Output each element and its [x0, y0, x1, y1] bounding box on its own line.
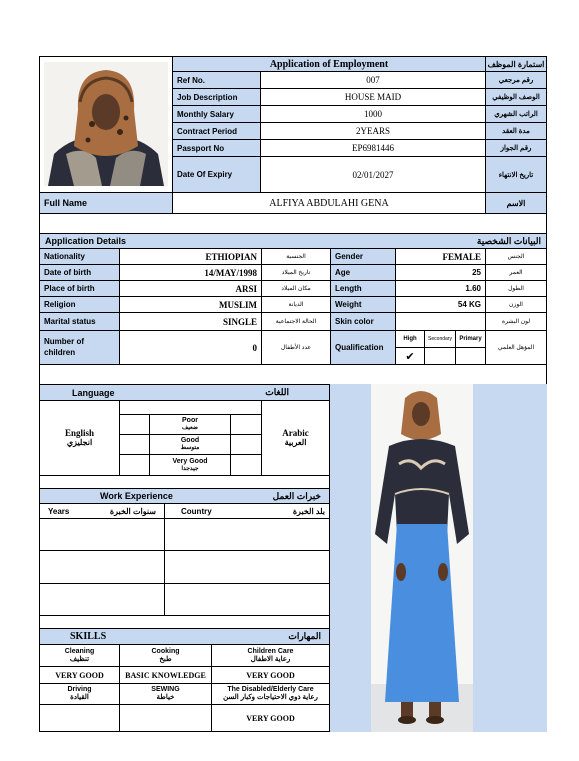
age-label-text: Age — [335, 268, 351, 277]
salary-label — [172, 105, 261, 123]
arabic-cell — [261, 400, 330, 476]
skin-value — [395, 312, 486, 331]
age-label — [330, 264, 396, 281]
salary-label-ar-text: الراتب الشهري — [494, 111, 538, 118]
qualification-label-text: Qualification — [335, 343, 384, 352]
english-good-check — [119, 434, 150, 455]
language-header-en: Language — [72, 387, 115, 398]
skin-label-ar — [485, 312, 547, 331]
weight-label-ar — [485, 296, 547, 313]
arabic-verygood-check — [230, 454, 262, 476]
religion-value — [119, 296, 262, 313]
spacer-row-1 — [39, 213, 547, 234]
children-label-ar — [261, 330, 331, 365]
nationality-label — [39, 248, 120, 265]
work-row-1-country — [164, 518, 330, 551]
expiry-value — [260, 156, 486, 193]
dob-label-ar-text: تاريخ الميلاد — [281, 270, 311, 276]
skill-cleaning-value-text: VERY GOOD — [55, 670, 104, 680]
gender-label — [330, 248, 396, 265]
gender-value-text: FEMALE — [442, 251, 481, 262]
qual-primary-cell — [455, 347, 486, 365]
qual-primary-header — [455, 330, 486, 348]
arabic-good-check — [230, 434, 262, 455]
religion-label — [39, 296, 120, 313]
qualification-label-ar — [485, 330, 547, 365]
skill-cleaning-value — [39, 666, 120, 684]
expiry-label-ar-text: تاريخ الانتهاء — [498, 171, 534, 179]
skills-header-en: SKILLS — [70, 631, 107, 642]
arabic-label: Arabic — [282, 427, 309, 438]
skill-elderly-care-en: The Disabled/Elderly Care — [227, 686, 314, 694]
english-poor-check — [119, 414, 150, 435]
ref-label-text: Ref No. — [177, 75, 205, 85]
expiry-label-ar — [485, 156, 547, 193]
dob-value — [119, 264, 262, 281]
age-label-ar — [485, 264, 547, 281]
qual-high-cell — [395, 347, 425, 365]
length-label-ar — [485, 280, 547, 297]
language-header — [39, 384, 330, 401]
check-icon: ✔ — [405, 350, 415, 363]
portrait-photo — [44, 62, 168, 186]
marital-label-ar-text: الحالة الاجتماعية — [275, 319, 317, 325]
form-title-ar-text: استمارة الموظف — [487, 59, 545, 69]
form-title — [172, 56, 486, 72]
passport-label-text: Passport No — [177, 143, 225, 153]
nationality-value-text: ETHIOPIAN — [205, 251, 257, 262]
weight-value — [395, 296, 486, 313]
level-very-good-ar: جيدجدا — [181, 465, 199, 472]
work-row-2-country — [164, 550, 330, 584]
job-value-text: HOUSE MAID — [344, 92, 402, 102]
qual-secondary-cell — [424, 347, 456, 365]
job-label-ar-text: الوصف الوظيفي — [492, 94, 540, 101]
pob-value-text: ARSI — [235, 283, 257, 294]
skill-children-care-value — [211, 666, 330, 684]
language-top-blank — [119, 400, 262, 415]
details-header-en: Application Details — [45, 236, 127, 246]
full-name-label — [39, 192, 173, 214]
marital-label-ar — [261, 312, 331, 331]
contract-value — [260, 122, 486, 140]
children-value-text: 0 — [252, 342, 257, 353]
marital-value-text: SINGLE — [222, 316, 257, 327]
skin-label — [330, 312, 396, 331]
job-label-text: Job Description — [177, 92, 238, 102]
level-poor-en: Poor — [182, 417, 198, 425]
country-header-en: Country — [181, 506, 212, 516]
level-very-good — [149, 454, 231, 476]
form-title-en: Application of Employment — [269, 58, 389, 70]
gender-value — [395, 248, 486, 265]
skill-children-care-value-text: VERY GOOD — [246, 670, 295, 680]
years-header — [39, 503, 165, 519]
contract-label-ar-text: مدة العقد — [502, 128, 530, 135]
language-bottom-blank — [39, 475, 330, 489]
length-label — [330, 280, 396, 297]
contract-label-ar — [485, 122, 547, 140]
level-very-good-en: Very Good — [172, 457, 208, 465]
work-bottom-blank — [39, 615, 330, 629]
skill-children-care-en: Children Care — [247, 647, 294, 655]
religion-value-text: MUSLIM — [219, 299, 257, 310]
salary-label-text: Monthly Salary — [177, 109, 234, 119]
age-value-text: 25 — [472, 268, 481, 277]
ref-label — [172, 71, 261, 89]
ref-label-ar-text: رقم مرجعي — [498, 77, 534, 84]
passport-label-ar-text: رقم الجواز — [500, 145, 532, 152]
nationality-label-ar — [261, 248, 331, 265]
passport-value — [260, 139, 486, 157]
dob-label-text: Date of birth — [44, 268, 92, 277]
qual-secondary-text: Secondary — [428, 336, 452, 342]
full-name-value-text: ALFIYA ABDULAHI GENA — [269, 197, 389, 209]
weight-label-ar-text: الوزن — [509, 302, 523, 308]
english-cell — [39, 400, 120, 476]
work-row-2-years — [39, 550, 165, 584]
skill-cleaning — [39, 644, 120, 667]
skill-driving — [39, 683, 120, 705]
country-header-ar: بلد الخبرة — [292, 506, 325, 516]
pob-label-ar-text: مكان الميلاد — [281, 286, 311, 292]
length-label-ar-text: الطول — [508, 286, 524, 292]
weight-label — [330, 296, 396, 313]
skill-elderly-care-value-text: VERY GOOD — [246, 713, 295, 723]
salary-value — [260, 105, 486, 123]
qualification-label — [330, 330, 396, 365]
passport-label — [172, 139, 261, 157]
skill-sewing-value — [119, 704, 212, 732]
skill-elderly-care — [211, 683, 330, 705]
contract-label — [172, 122, 261, 140]
details-header — [39, 233, 547, 249]
expiry-label — [172, 156, 261, 193]
passport-label-ar — [485, 139, 547, 157]
work-header-en: Work Experience — [100, 491, 173, 501]
skin-label-text: Skin color — [335, 317, 374, 326]
ref-label-ar — [485, 71, 547, 89]
work-header — [39, 488, 330, 504]
full-name-label-text: Full Name — [44, 198, 88, 208]
skill-cleaning-en: Cleaning — [64, 647, 95, 655]
job-label-ar — [485, 88, 547, 106]
years-header-ar: سنوات الخبرة — [109, 506, 156, 516]
age-label-ar-text: العمر — [509, 270, 523, 276]
qualification-label-ar-text: المؤهل العلمي — [497, 345, 535, 351]
level-good-ar: متوسط — [180, 445, 200, 452]
job-label — [172, 88, 261, 106]
contract-value-text: 2YEARS — [355, 126, 390, 136]
age-value — [395, 264, 486, 281]
pob-value — [119, 280, 262, 297]
english-label-ar: انجليزي — [66, 437, 93, 447]
level-poor — [149, 414, 231, 435]
expiry-label-text: Date Of Expiry — [177, 170, 233, 179]
gender-label-text: Gender — [335, 252, 364, 261]
full-name-label-ar — [485, 192, 547, 214]
dob-label-ar — [261, 264, 331, 281]
level-good-en: Good — [180, 437, 200, 445]
dob-label — [39, 264, 120, 281]
salary-label-ar — [485, 105, 547, 123]
qual-primary-text: Primary — [459, 336, 482, 342]
religion-label-ar — [261, 296, 331, 313]
spacer-row-2 — [39, 364, 547, 385]
english-label: English — [64, 427, 95, 438]
skill-cooking — [119, 644, 212, 667]
nationality-value — [119, 248, 262, 265]
full-name-label-ar-text: الاسم — [506, 198, 526, 208]
children-label-ar-text: عدد الأطفال — [280, 345, 312, 351]
children-label-text: Number of children — [44, 337, 84, 357]
full-name-value — [172, 192, 486, 214]
level-poor-ar: ضعيف — [181, 425, 198, 432]
skill-cooking-value — [119, 666, 212, 684]
full-body-photo — [371, 384, 473, 732]
qual-secondary-header — [424, 330, 456, 348]
length-value — [395, 280, 486, 297]
skin-label-ar-text: لون البشرة — [501, 319, 531, 325]
skill-cleaning-ar: تنظيف — [69, 655, 90, 663]
country-header — [164, 503, 330, 519]
arabic-poor-check — [230, 414, 262, 435]
skill-sewing — [119, 683, 212, 705]
marital-label-text: Marital status — [44, 317, 96, 326]
skill-cooking-ar: طبخ — [159, 655, 172, 663]
length-label-text: Length — [335, 284, 362, 293]
salary-value-text: 1000 — [364, 109, 382, 119]
children-value — [119, 330, 262, 365]
years-header-en: Years — [48, 506, 70, 516]
passport-value-text: EP6981446 — [351, 143, 394, 153]
qual-high-text: High — [403, 336, 417, 342]
work-row-3-country — [164, 583, 330, 616]
gender-label-ar — [485, 248, 547, 265]
weight-label-text: Weight — [335, 300, 362, 309]
skill-elderly-care-ar: رعاية ذوي الاحتياجات وكبار السن — [223, 694, 318, 701]
skill-cooking-value-text: BASIC KNOWLEDGE — [125, 670, 206, 680]
skill-sewing-ar: خياطة — [156, 694, 175, 701]
marital-label — [39, 312, 120, 331]
skill-driving-ar: القيادة — [70, 694, 89, 701]
length-value-text: 1.60 — [465, 284, 481, 293]
skills-header-ar: المهارات — [288, 631, 321, 641]
form-title-ar — [485, 56, 547, 72]
nationality-label-text: Nationality — [44, 252, 85, 261]
skill-elderly-care-value — [211, 704, 330, 732]
job-value — [260, 88, 486, 106]
dob-value-text: 14/MAY/1998 — [204, 267, 257, 278]
skill-sewing-en: SEWING — [151, 686, 180, 694]
skill-children-care-ar: رعاية الاطفال — [250, 655, 291, 663]
level-good — [149, 434, 231, 455]
pob-label-ar — [261, 280, 331, 297]
weight-value-text: 54 KG — [457, 300, 481, 309]
work-row-3-years — [39, 583, 165, 616]
expiry-value-text: 02/01/2027 — [352, 169, 394, 180]
skill-cooking-en: Cooking — [151, 647, 180, 655]
work-row-1-years — [39, 518, 165, 551]
skill-children-care — [211, 644, 330, 667]
language-header-ar: اللغات — [265, 387, 289, 397]
arabic-label-ar: العربية — [284, 437, 307, 447]
pob-label-text: Place of birth — [44, 284, 95, 293]
nationality-label-ar-text: الجنسية — [286, 254, 306, 260]
english-verygood-check — [119, 454, 150, 476]
gender-label-ar-text: الجنس — [507, 254, 525, 260]
religion-label-text: Religion — [44, 300, 76, 309]
pob-label — [39, 280, 120, 297]
children-label — [39, 330, 120, 365]
marital-value — [119, 312, 262, 331]
details-header-ar: البيانات الشخصية — [476, 235, 541, 246]
ref-value — [260, 71, 486, 89]
contract-label-text: Contract Period — [177, 126, 238, 136]
qual-high-header — [395, 330, 425, 348]
skill-driving-value — [39, 704, 120, 732]
religion-label-ar-text: الديانة — [288, 302, 304, 308]
skill-driving-en: Driving — [67, 686, 92, 694]
ref-value-text: 007 — [366, 75, 380, 85]
skills-header — [39, 628, 330, 645]
work-header-ar: خبرات العمل — [272, 490, 321, 501]
